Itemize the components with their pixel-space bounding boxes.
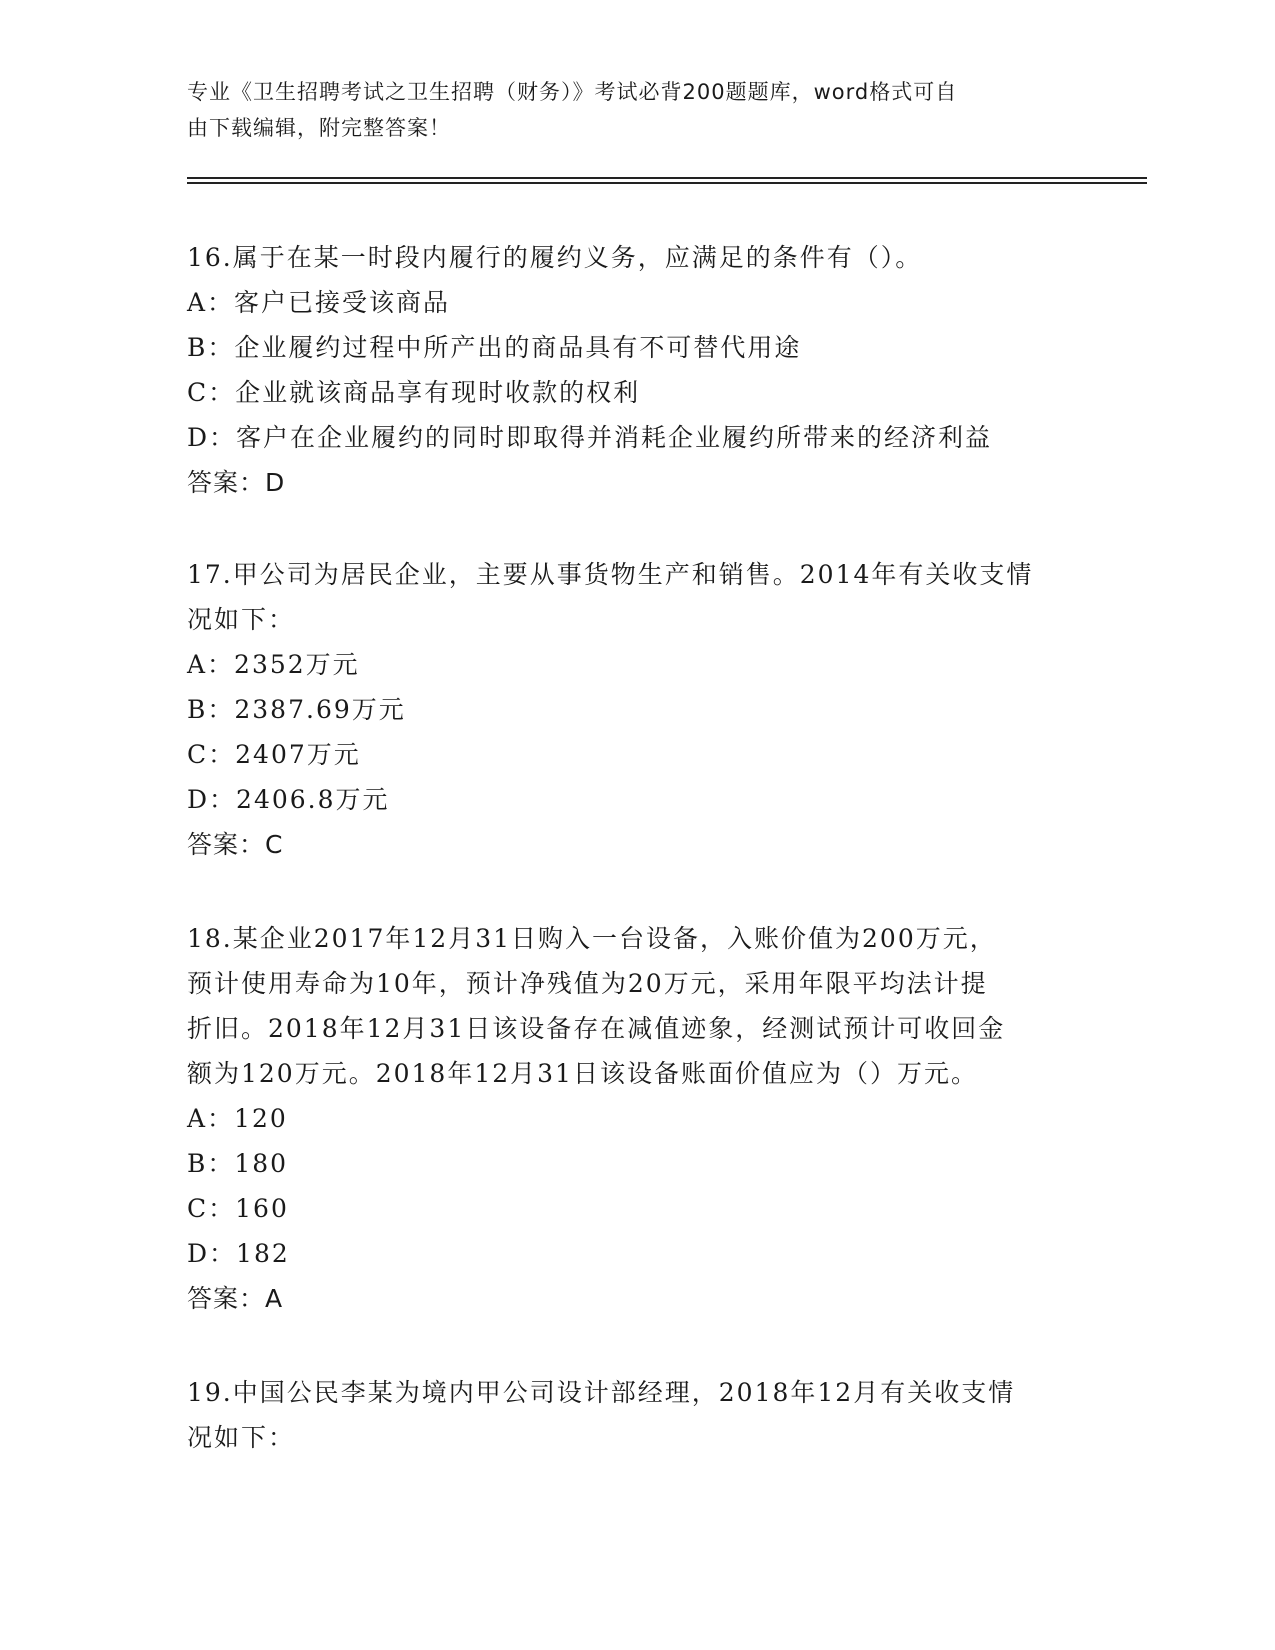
question-stem: 额为120万元。2018年12月31日该设备账面价值应为（）万元。 <box>187 1059 978 1088</box>
option-b: B：180 <box>187 1149 289 1178</box>
document-header <box>187 74 1067 146</box>
question-19 <box>187 1370 1087 1460</box>
option-d: D：182 <box>187 1239 290 1268</box>
question-stem: 18.某企业2017年12月31日购入一台设备，入账价值为200万元， <box>187 924 997 953</box>
header-divider-top <box>187 177 1147 179</box>
option-a: A：客户已接受该商品 <box>187 288 451 317</box>
option-c: C：2407万元 <box>187 740 361 769</box>
question-18 <box>187 916 1087 1321</box>
answer-label: 答案：A <box>187 1284 284 1313</box>
option-b: B：企业履约过程中所产出的商品具有不可替代用途 <box>187 333 802 362</box>
option-d: D：客户在企业履约的同时即取得并消耗企业履约所带来的经济利益 <box>187 423 993 452</box>
question-stem: 16.属于在某一时段内履行的履约义务，应满足的条件有（）。 <box>187 243 923 272</box>
header-line-2: 由下载编辑，附完整答案！ <box>187 116 451 140</box>
question-16 <box>187 235 1087 505</box>
question-stem: 况如下： <box>187 1423 296 1452</box>
option-b: B：2387.69万元 <box>187 695 406 724</box>
option-c: C：企业就该商品享有现时收款的权利 <box>187 378 641 407</box>
question-17 <box>187 552 1087 867</box>
option-a: A：2352万元 <box>187 650 360 679</box>
answer-label: 答案：D <box>187 468 286 497</box>
question-stem: 预计使用寿命为10年，预计净残值为20万元，采用年限平均法计提 <box>187 969 988 998</box>
answer-label: 答案：C <box>187 830 284 859</box>
question-stem: 17.甲公司为居民企业，主要从事货物生产和销售。2014年有关收支情 <box>187 560 1034 589</box>
question-stem: 况如下： <box>187 605 296 634</box>
question-stem: 19.中国公民李某为境内甲公司设计部经理，2018年12月有关收支情 <box>187 1378 1016 1407</box>
option-a: A：120 <box>187 1104 288 1133</box>
option-d: D：2406.8万元 <box>187 785 390 814</box>
option-c: C：160 <box>187 1194 289 1223</box>
header-line-1: 专业《卫生招聘考试之卫生招聘（财务）》考试必背200题题库，word格式可自 <box>187 80 958 104</box>
header-divider-bottom <box>187 182 1147 184</box>
question-stem: 折旧。2018年12月31日该设备存在减值迹象，经测试预计可收回金 <box>187 1014 1006 1043</box>
